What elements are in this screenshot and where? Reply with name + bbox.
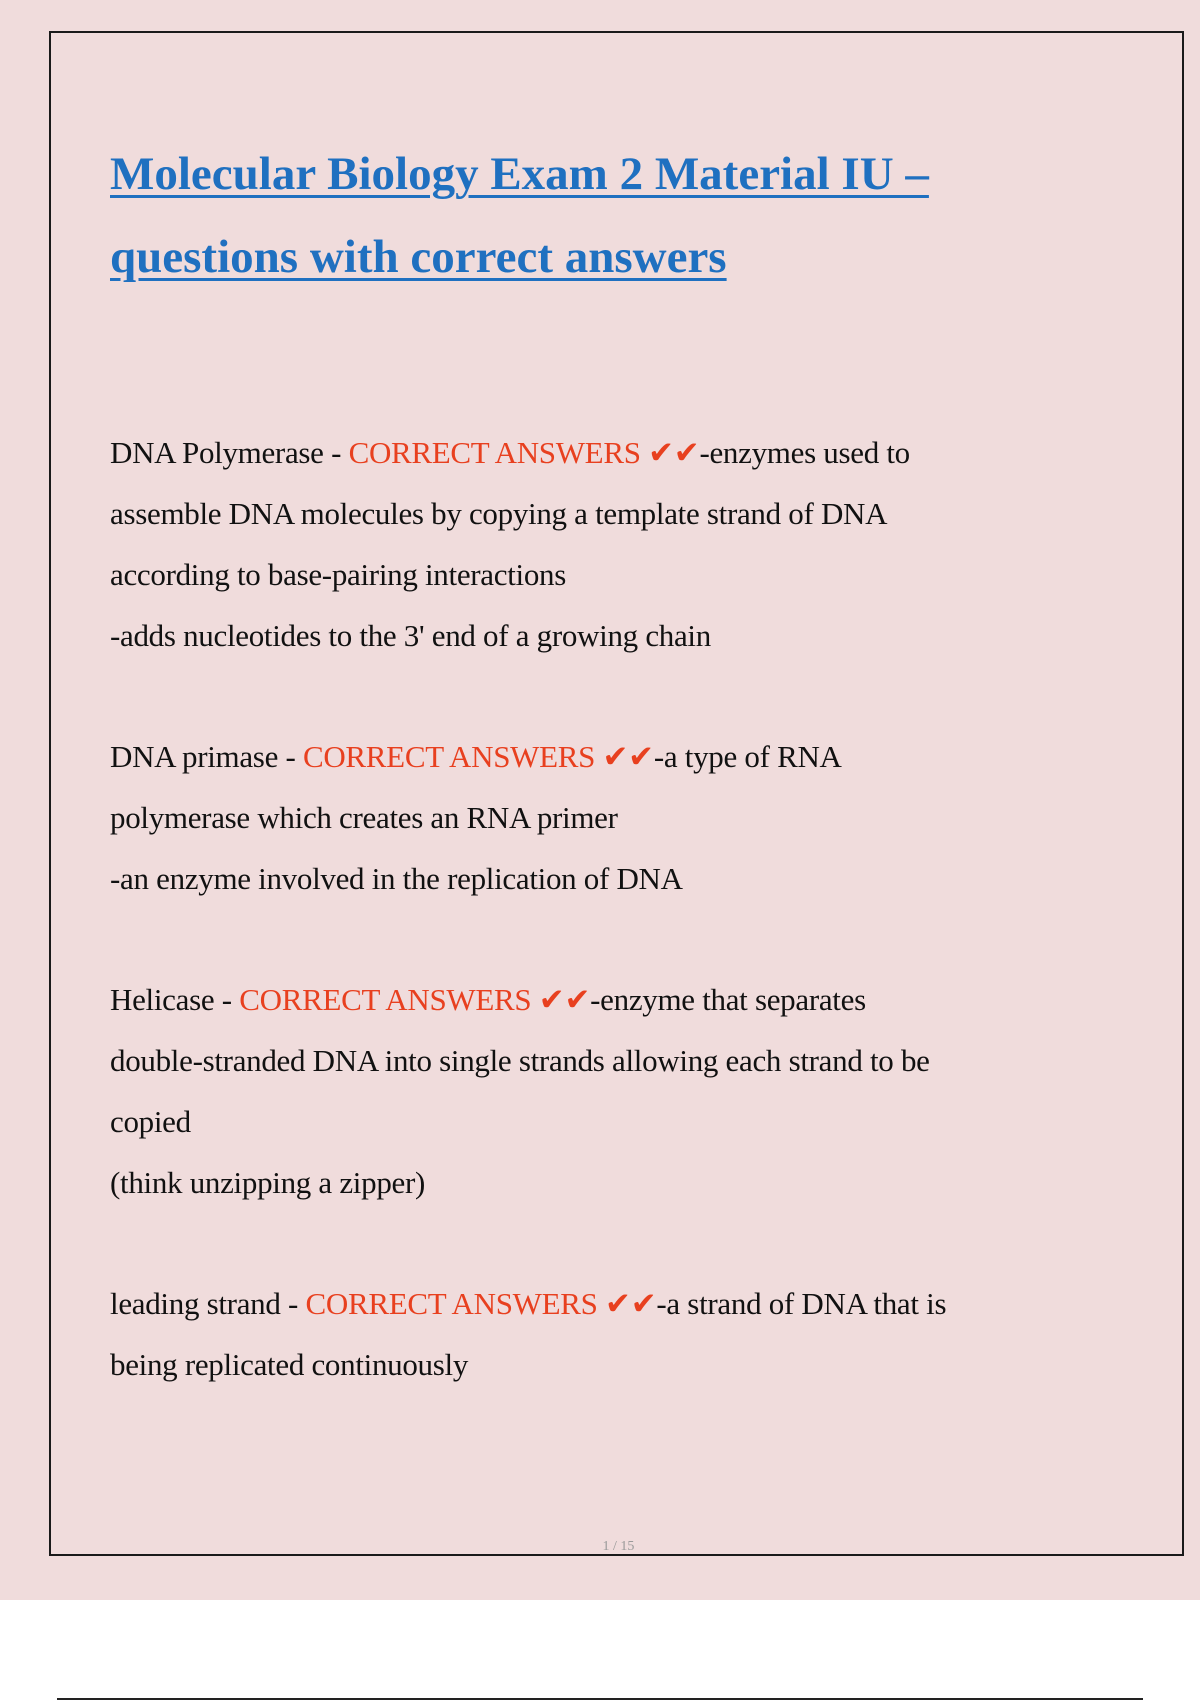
entry-text: -a type of RNA bbox=[653, 739, 842, 774]
entry-text: assemble DNA molecules by copying a template strand of DNA bbox=[110, 496, 888, 531]
entry-first-line bbox=[110, 726, 1110, 787]
entry-first-line bbox=[110, 969, 1110, 1030]
entry-first-line bbox=[110, 422, 1110, 483]
checkmark-icon: ✔✔ bbox=[602, 739, 654, 774]
correct-answers-label: CORRECT ANSWERS bbox=[302, 739, 596, 774]
entry-term: Helicase - bbox=[110, 982, 240, 1017]
entry-text: -enzyme that separates bbox=[590, 982, 866, 1017]
correct-answers-label: CORRECT ANSWERS bbox=[239, 982, 532, 1017]
qa-entries bbox=[110, 422, 1110, 1455]
entry-text: being replicated continuously bbox=[110, 1347, 469, 1382]
entry-text: polymerase which creates an RNA primer bbox=[110, 800, 618, 835]
entry-first-line bbox=[110, 1273, 1110, 1334]
entry-text: -enzymes used to bbox=[699, 435, 910, 470]
entry-term: leading strand - bbox=[110, 1286, 306, 1321]
checkmark-icon: ✔✔ bbox=[538, 982, 591, 1017]
qa-entry bbox=[110, 1273, 1110, 1395]
entry-text: double-stranded DNA into single strands allowing each strand to be bbox=[110, 1043, 930, 1078]
qa-entry bbox=[110, 726, 1110, 909]
qa-entry bbox=[110, 422, 1110, 666]
document-page bbox=[49, 31, 1184, 1556]
document-title bbox=[110, 133, 1110, 299]
entry-text: according to base-pairing interactions bbox=[110, 557, 567, 592]
entry-text: -an enzyme involved in the replication of DNA bbox=[110, 861, 683, 896]
correct-answers-label: CORRECT ANSWERS bbox=[305, 1286, 598, 1321]
title-line-1: Molecular Biology Exam 2 Material IU – bbox=[110, 148, 929, 200]
entry-text: (think unzipping a zipper) bbox=[110, 1165, 426, 1200]
qa-entry bbox=[110, 969, 1110, 1213]
entry-term: DNA Polymerase - bbox=[110, 435, 349, 470]
title-line-2: questions with correct answers bbox=[110, 231, 727, 283]
checkmark-icon: ✔✔ bbox=[605, 1286, 657, 1321]
page-number: 1 / 15 bbox=[602, 1539, 635, 1554]
correct-answers-label: CORRECT ANSWERS bbox=[348, 435, 641, 470]
entry-text: copied bbox=[110, 1104, 191, 1139]
checkmark-icon: ✔✔ bbox=[648, 435, 700, 470]
entry-text: -adds nucleotides to the 3' end of a growing chain bbox=[110, 618, 711, 653]
entry-text: -a strand of DNA that is bbox=[656, 1286, 947, 1321]
entry-term: DNA primase - bbox=[110, 739, 303, 774]
